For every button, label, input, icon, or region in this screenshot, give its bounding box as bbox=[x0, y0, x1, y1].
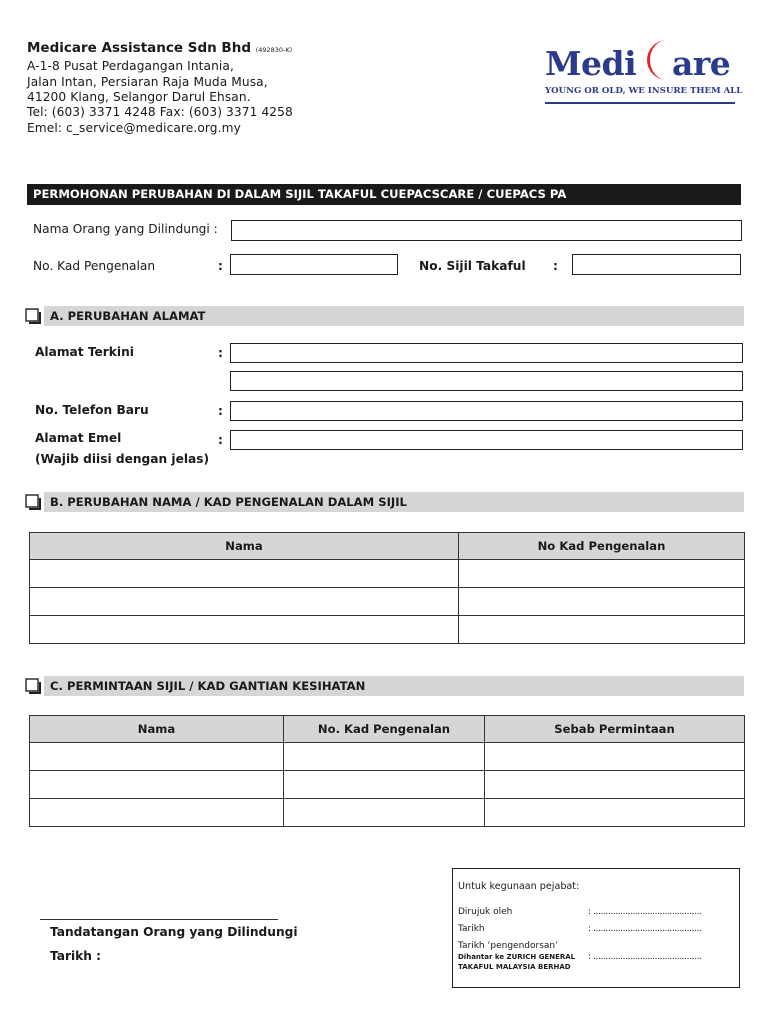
section-b-table bbox=[29, 532, 745, 644]
section-c-title: C. PERMINTAAN SIJIL / KAD GANTIAN KESIHATAN bbox=[44, 676, 744, 696]
email-required-note: (Wajib diisi dengan jelas) bbox=[35, 452, 210, 466]
logo-tagline: YOUNG OR OLD, WE INSURE THEM ALL bbox=[545, 86, 743, 96]
insured-name-field[interactable] bbox=[231, 220, 742, 241]
medicare-logo bbox=[545, 34, 743, 108]
table-header-row bbox=[30, 716, 745, 743]
company-tel-fax: Tel: (603) 3371 4248 Fax: (603) 3371 4258 bbox=[27, 105, 293, 119]
ic-number-label: No. Kad Pengenalan bbox=[33, 259, 156, 273]
address-line-1: A-1-8 Pusat Perdagangan Intania, bbox=[27, 59, 234, 73]
ic-cell[interactable] bbox=[284, 743, 485, 771]
ic-number-field[interactable] bbox=[230, 254, 398, 275]
current-address-label: Alamat Terkini bbox=[35, 345, 134, 359]
office-sent-to-line-2: TAKAFUL MALAYSIA BERHAD bbox=[458, 963, 571, 971]
email-field[interactable] bbox=[230, 430, 743, 450]
office-sent-to-line-1: Dihantar ke ZURICH GENERAL bbox=[458, 953, 576, 961]
table-row bbox=[30, 588, 745, 616]
current-address-line-1-field[interactable] bbox=[230, 343, 743, 363]
table-header-row bbox=[30, 533, 745, 560]
ic-cell[interactable] bbox=[284, 771, 485, 799]
office-endorse-date-label: Tarikh ‘pengendorsan’ bbox=[458, 941, 558, 951]
name-cell[interactable] bbox=[30, 799, 284, 827]
address-line-2: Jalan Intan, Persiaran Raja Muda Musa, bbox=[27, 75, 268, 89]
office-use-title: Untuk kegunaan pejabat: bbox=[458, 881, 580, 892]
table-row bbox=[30, 771, 745, 799]
email-colon: : bbox=[218, 433, 223, 447]
office-referred-by-label: Dirujuk oleh bbox=[458, 907, 513, 917]
ic-cell[interactable] bbox=[459, 588, 745, 616]
office-sent-to-field[interactable]: : ............................................ bbox=[588, 952, 702, 962]
column-header-reason: Sebab Permintaan bbox=[485, 716, 745, 743]
logo-underline bbox=[545, 102, 735, 104]
table-row bbox=[30, 616, 745, 644]
section-a-checkbox-icon[interactable] bbox=[25, 308, 41, 324]
company-name bbox=[27, 40, 292, 56]
table-row bbox=[30, 560, 745, 588]
current-address-line-2-field[interactable] bbox=[230, 371, 743, 391]
reason-cell[interactable] bbox=[485, 799, 745, 827]
ic-cell[interactable] bbox=[459, 560, 745, 588]
office-referred-by-field[interactable]: : ............................................ bbox=[588, 907, 702, 917]
ic-cell[interactable] bbox=[284, 799, 485, 827]
email-label: Alamat Emel bbox=[35, 431, 122, 445]
cert-number-colon: : bbox=[553, 259, 558, 273]
name-cell[interactable] bbox=[30, 616, 459, 644]
logo-medi-text: Medi bbox=[545, 44, 637, 83]
table-row bbox=[30, 743, 745, 771]
reason-cell[interactable] bbox=[485, 743, 745, 771]
ic-cell[interactable] bbox=[459, 616, 745, 644]
office-date-label: Tarikh bbox=[458, 924, 485, 934]
signature-line[interactable] bbox=[40, 919, 278, 920]
name-cell[interactable] bbox=[30, 560, 459, 588]
company-email: Emel: c_service@medicare.org.my bbox=[27, 121, 241, 135]
new-phone-colon: : bbox=[218, 404, 223, 418]
name-cell[interactable] bbox=[30, 743, 284, 771]
cert-number-field[interactable] bbox=[572, 254, 741, 275]
section-b-checkbox-icon[interactable] bbox=[25, 494, 41, 510]
section-c-table bbox=[29, 715, 745, 827]
table-row bbox=[30, 799, 745, 827]
new-phone-label: No. Telefon Baru bbox=[35, 403, 149, 417]
reason-cell[interactable] bbox=[485, 771, 745, 799]
current-address-colon: : bbox=[218, 346, 223, 360]
column-header-nama: Nama bbox=[30, 716, 284, 743]
office-date-field[interactable]: : ............................................ bbox=[588, 924, 702, 934]
company-reg-number: (492830-K) bbox=[255, 46, 293, 54]
section-a-title: A. PERUBAHAN ALAMAT bbox=[44, 306, 744, 326]
signature-label: Tandatangan Orang yang Dilindungi bbox=[50, 925, 298, 939]
column-header-ic: No Kad Pengenalan bbox=[459, 533, 745, 560]
name-cell[interactable] bbox=[30, 588, 459, 616]
signature-date-label: Tarikh : bbox=[50, 949, 102, 963]
address-line-3: 41200 Klang, Selangor Darul Ehsan. bbox=[27, 90, 251, 104]
new-phone-field[interactable] bbox=[230, 401, 743, 421]
column-header-nama: Nama bbox=[30, 533, 459, 560]
form-title: PERMOHONAN PERUBAHAN DI DALAM SIJIL TAKAFUL CUEPACSCARE / CUEPACS PA bbox=[27, 184, 741, 205]
company-name-text: Medicare Assistance Sdn Bhd bbox=[27, 40, 251, 56]
section-b-title: B. PERUBAHAN NAMA / KAD PENGENALAN DALAM SIJIL bbox=[44, 492, 744, 512]
insured-name-label: Nama Orang yang Dilindungi : bbox=[33, 222, 218, 236]
section-c-checkbox-icon[interactable] bbox=[25, 678, 41, 694]
ic-number-colon: : bbox=[218, 259, 223, 273]
column-header-ic: No. Kad Pengenalan bbox=[284, 716, 485, 743]
logo-are-text: are bbox=[672, 44, 731, 83]
name-cell[interactable] bbox=[30, 771, 284, 799]
cert-number-label: No. Sijil Takaful bbox=[419, 259, 526, 273]
